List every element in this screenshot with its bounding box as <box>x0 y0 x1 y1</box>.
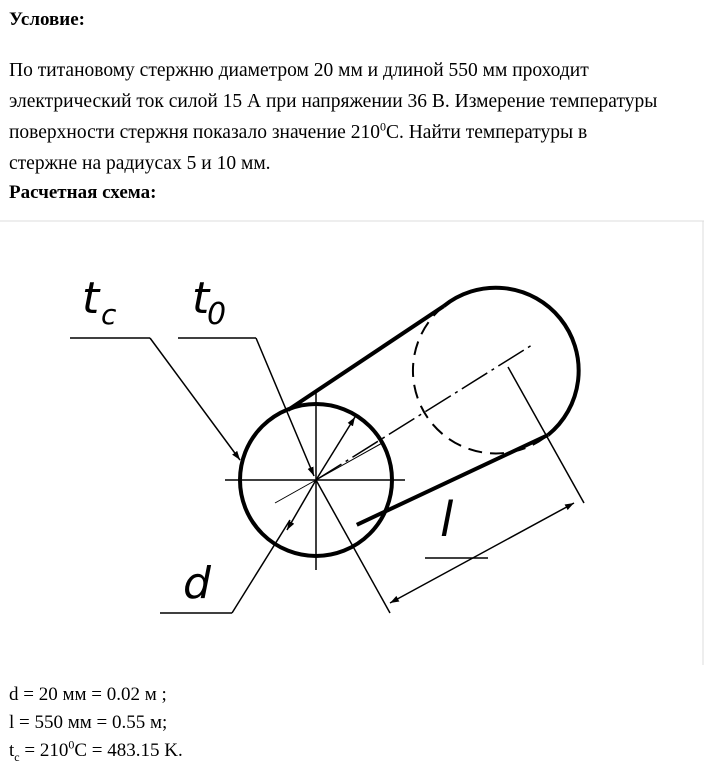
given-diameter: d = 20 мм = 0.02 м ; <box>9 684 167 705</box>
problem-statement <box>9 55 709 179</box>
d-label: d <box>183 558 211 609</box>
t0-leader-arrow <box>256 338 314 476</box>
cylinder-far-end-visible <box>444 288 579 435</box>
scheme-heading: Расчетная схема: <box>9 182 157 203</box>
given-tc-value: = 210 <box>19 740 69 761</box>
diameter-line-ne <box>316 442 384 480</box>
problem-line-1: По титановому стержню диаметром 20 мм и длиной 550 мм проходит <box>9 60 589 81</box>
l-dimension-line <box>390 503 574 603</box>
l-extension-far <box>508 367 584 503</box>
l-label: l <box>440 492 454 548</box>
problem-line-4: стержне на радиусах 5 и 10 мм. <box>9 153 271 174</box>
tc-leader-arrow <box>150 338 240 460</box>
cylinder-top-edge <box>288 306 444 410</box>
t0-label-t: t <box>192 273 210 324</box>
cylinder-far-end-hidden <box>413 306 548 453</box>
problem-line-3-start: поверхности стержня показало значение 210 <box>9 122 380 143</box>
given-tc-kelvin: C = 483.15 K. <box>74 740 183 761</box>
problem-line-3-end: С. Найти температуры в <box>385 122 588 143</box>
tc-label-t: t <box>82 273 100 324</box>
t0-label-sub: 0 <box>207 297 227 332</box>
problem-line-2: электрический ток силой 15 А при напряжении 36 В. Измерение температуры <box>9 91 658 112</box>
given-surface-temperature <box>9 737 183 764</box>
given-tc-degree: 0 <box>68 737 75 752</box>
given-length: l = 550 мм = 0.55 м; <box>9 712 168 733</box>
tc-label-sub: c <box>101 298 117 331</box>
degree-superscript: 0 <box>379 119 386 134</box>
calculation-scheme-diagram <box>0 220 704 665</box>
given-tc-var: t <box>9 740 15 761</box>
condition-heading: Условие: <box>9 9 85 30</box>
given-tc-sub: c <box>14 749 20 764</box>
radius-line-lower <box>287 480 316 530</box>
l-extension-near <box>316 480 390 613</box>
radius-line-upper <box>316 417 355 480</box>
